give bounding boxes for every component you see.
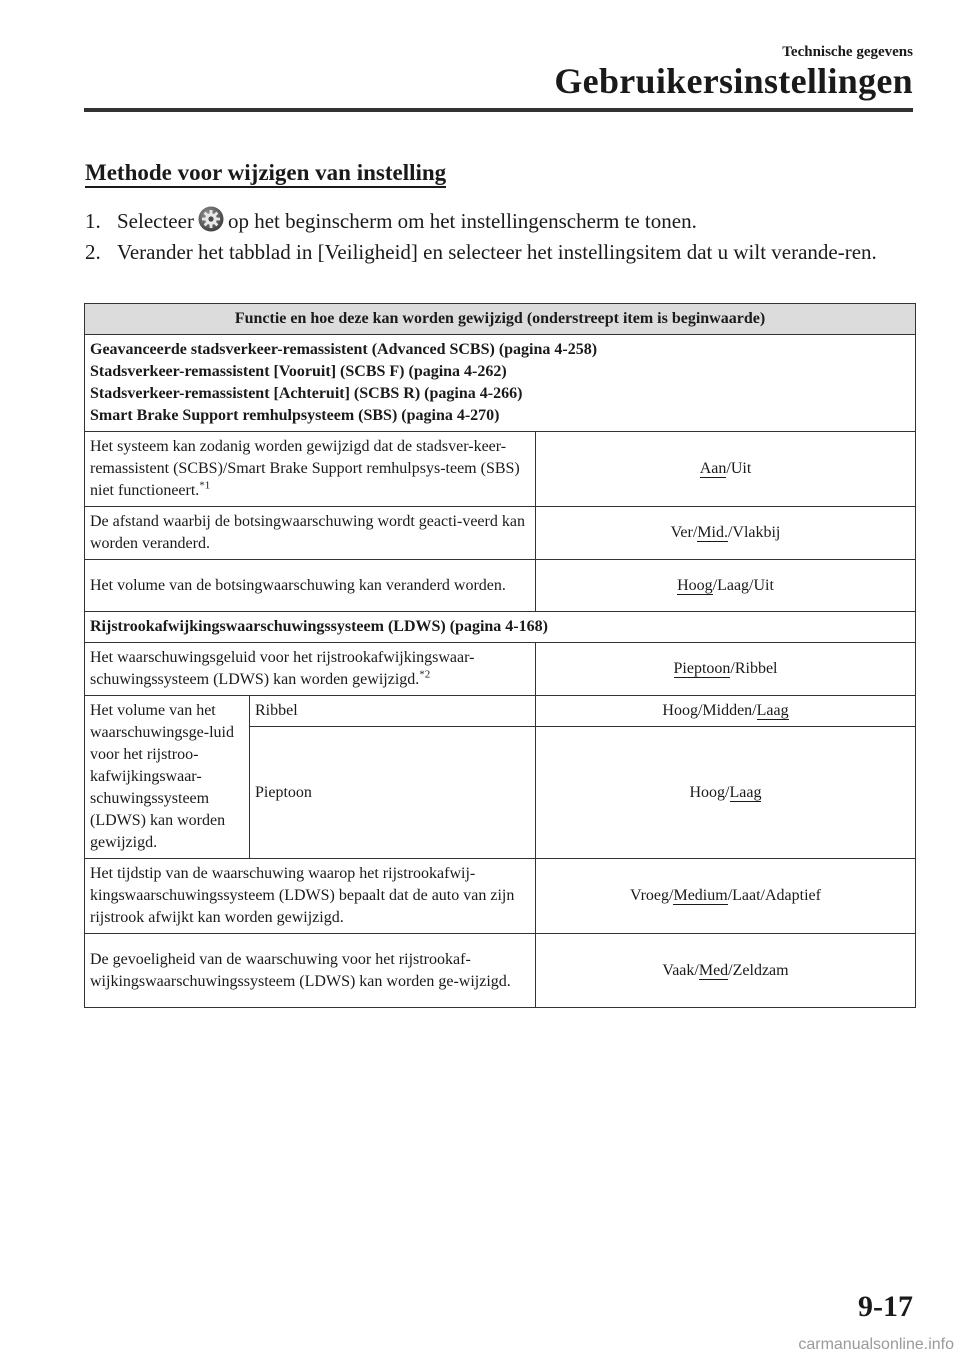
row-value: Hoog/Midden/Laag [536, 696, 916, 727]
step-text-before: Selecteer [117, 209, 194, 233]
table-section-row [85, 335, 916, 432]
default-value: Aan [699, 460, 727, 477]
settings-table [84, 303, 916, 1008]
section-heading-text: Methode voor wijzigen van instelling [85, 160, 446, 188]
page-number: 9-17 [858, 1290, 913, 1323]
default-value: Laag [756, 702, 789, 719]
header-rule [84, 108, 913, 112]
section-ldws: Rijstrookafwijkingswaarschuwingssysteem (LDWS) (pagina 4-168) [85, 612, 916, 643]
default-value: Mid. [697, 524, 728, 541]
row-value: Vaak/Med/Zeldzam [536, 934, 916, 1008]
row-description: De gevoeligheid van de waarschuwing voor het rijstrookaf-wijkingswaarschuwingssysteem (LDWS) kan worden ge-wijzigd. [85, 934, 536, 1008]
default-value: Hoog [677, 576, 713, 594]
step-text-after: op het beginscherm om het instellingenscherm te tonen. [227, 209, 697, 233]
row-description: Het volume van het waarschuwingsge-luid voor het rijstroo-kafwijkingswaar-schuwingssysteem (LDWS) kan worden gewijzigd. [85, 696, 250, 859]
gear-icon [198, 206, 224, 232]
sub-label: Pieptoon [250, 727, 536, 859]
table-row [85, 507, 916, 560]
step-number: 1. [85, 209, 101, 233]
section-line: Smart Brake Support remhulpsysteem (SBS) (pagina 4-270) [90, 407, 500, 424]
section-line: Stadsverkeer-remassistent [Vooruit] (SCBS F) (pagina 4-262) [90, 363, 507, 380]
default-value: Pieptoon [673, 660, 731, 677]
table-section-row [85, 612, 916, 643]
table-row [85, 560, 916, 612]
page-title: Gebruikersinstellingen [554, 61, 913, 101]
row-description: Het systeem kan zodanig worden gewijzigd dat de stadsver-keer-remassistent (SCBS)/Smart Brake Support remhulpsys-teem (SBS) niet functioneert.$^{*1}$ [85, 432, 536, 507]
table-row [85, 859, 916, 934]
step-2 [85, 237, 915, 268]
watermark: carmanualsonline.info [798, 1336, 954, 1353]
table-row [85, 432, 916, 507]
section-heading [85, 160, 446, 186]
section-scbs [85, 335, 916, 432]
step-1 [85, 206, 915, 237]
row-value: Ver/Mid./Vlakbij [536, 507, 916, 560]
row-value: Hoog/Laag/Uit [536, 560, 916, 612]
default-value: Laag [729, 783, 762, 801]
row-description: Het waarschuwingsgeluid voor het rijstrookafwijkingswaar-schuwingssysteem (LDWS) kan worden gewijzigd.$^{*2}$ [85, 643, 536, 696]
row-value: Aan/Uit [536, 432, 916, 507]
step-text: Verander het tabblad in [Veiligheid] en selecteer het instellingsitem dat u wilt verande-ren. [117, 240, 877, 264]
section-line: Geavanceerde stadsverkeer-remassistent (Advanced SCBS) (pagina 4-258) [90, 341, 598, 358]
row-description: De afstand waarbij de botsingwaarschuwing wordt geacti-veerd kan worden veranderd. [85, 507, 536, 560]
footnote-ref: *2 [419, 668, 431, 681]
table-row [85, 643, 916, 696]
chapter-label: Technische gegevens [782, 44, 913, 60]
row-value: Hoog/Laag [536, 727, 916, 859]
default-value: Med [698, 961, 729, 979]
table-row [85, 934, 916, 1008]
row-description: Het volume van de botsingwaarschuwing kan veranderd worden. [85, 560, 536, 612]
row-value: Pieptoon/Ribbel [536, 643, 916, 696]
steps-list [85, 206, 915, 268]
sub-label: Ribbel [250, 696, 536, 727]
row-description: Het tijdstip van de waarschuwing waarop het rijstrookafwij-kingswaarschuwingssysteem (LDWS) bepaalt dat de auto van zijn rijstrook afwijkt kan worden gewijzigd. [85, 859, 536, 934]
section-line: Stadsverkeer-remassistent [Achteruit] (SCBS R) (pagina 4-266) [90, 385, 523, 402]
step-number: 2. [85, 240, 101, 264]
default-value: Medium [673, 887, 728, 904]
row-value: Vroeg/Medium/Laat/Adaptief [536, 859, 916, 934]
table-row [85, 696, 916, 727]
table-header: Functie en hoe deze kan worden gewijzigd (onderstreept item is beginwaarde) [85, 304, 916, 335]
table-header-row [85, 304, 916, 335]
footnote-ref: *1 [199, 479, 211, 492]
